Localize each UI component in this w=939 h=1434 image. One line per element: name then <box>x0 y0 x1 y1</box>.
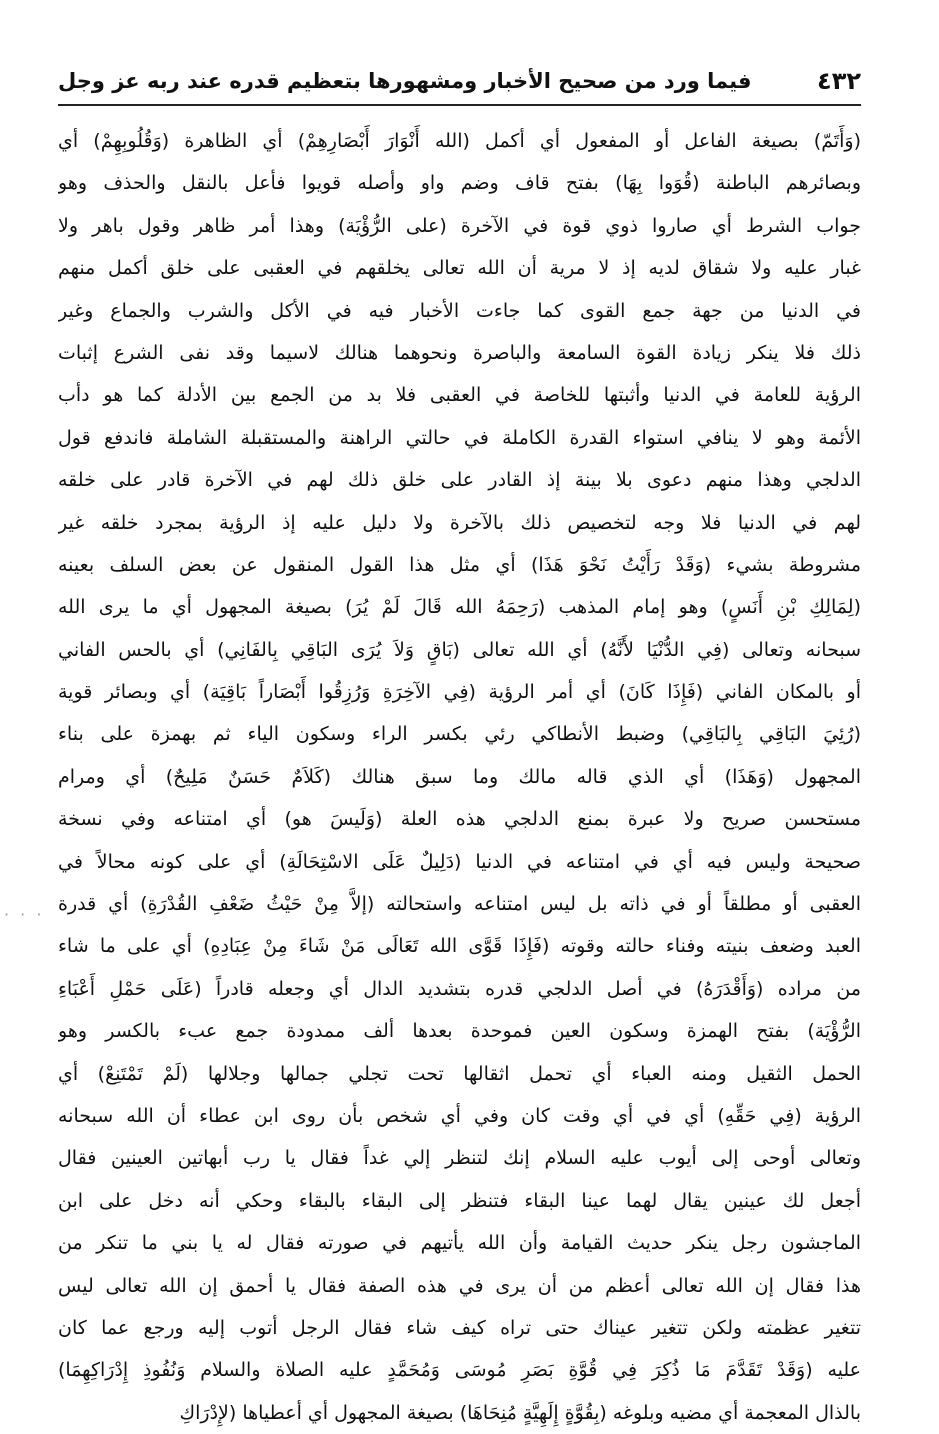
text-line: (رُئِيَ البَاقِي بِالبَاقِي) وضبط الأنطاكي رئي بكسر الراء وسكون الياء ثم بهمزة على بناء <box>58 723 861 746</box>
text-line: الدلجي وهذا منهم دعوى بلا بينة إذ القادر على خلق ذلك لهم في الآخرة قادر على خلقه <box>58 469 861 492</box>
page-number: ٤٣٢ <box>817 67 861 95</box>
text-line: عليه (وَقَدْ تَقَدَّمَ مَا ذُكِرَ فِي قُوَّةِ بَصَرِ مُوسَى وَمُحَمَّدٍ عليه الصلاة والسلام وَنُفُوذِ إِدْرَاكِهِمَا) <box>58 1359 861 1382</box>
header-divider <box>58 104 861 106</box>
text-line: تتغير عظمته ولكن تتغير عيناك حتى تراه كيف شاء فقال الرجل أتوب إليه ورجع عما كان <box>58 1316 861 1339</box>
text-line: العبد وضعف بنيته وفناء حالته وقوته (فَإِذَا قَوَّى الله تَعَالَى مَنْ شَاءَ مِنْ عِبَادِهِ) أي على ما شاء <box>58 935 861 958</box>
text-line: المجهول (وَهَذَا) أي الذي قاله مالك وما سبق هنالك (كَلاَمٌ حَسَنٌ مَلِيحٌ) أي ومرام <box>58 765 861 788</box>
text-line: الرُّؤْيَة) بفتح الهمزة وسكون العين فموحدة بعدها ألف ممدودة جمع عبء بالكسر وهو <box>58 1020 861 1043</box>
text-line: بالذال المعجمة أي مضيه وبلوغه (بِقُوَّةٍ إِلَهِيَّةٍ مُنِحَاهَا) بصيغة المجهول أي أعطياها (لإِدْرَاكِ <box>179 1401 861 1424</box>
text-line: الرؤية (فِي حَقِّهِ) أي في أي وقت كان وفي أي شخص بأن روى ابن عطاء أن الله سبحانه <box>58 1104 861 1127</box>
text-line: أو بالمكان الفاني (فَإِذَا كَانَ) أي أمر الرؤية (فِي الآخِرَةِ وَرُزِقُوا أَبْصَاراً بَاقِيَة) أي وبصائر قوية <box>58 681 861 704</box>
text-line: سبحانه وتعالى (فِي الدُّنْيَا لأَنَّهُ) أي الله تعالى (بَاقٍ وَلاَ يُرَى البَاقِي بِالفَانِي) أي بالحس الفاني <box>58 638 861 661</box>
margin-scan-dots: · · · <box>4 905 45 924</box>
text-line: (وَأَتَمّ) بصيغة الفاعل أو المفعول أي أكمل (الله أَنْوَارَ أَبْصَارِهِمْ) أي الظاهرة (وَقُلُوبِهِمْ) أي <box>58 130 861 152</box>
text-line: الرؤية للعامة في الدنيا وأثبتها للخاصة في العقبى فلا بد من الجمع بين الأدلة كما هو دأب <box>58 384 861 407</box>
text-line: غبار عليه ولا شقاق لديه إذ لا مرية أن الله تعالى يخلقهم في العقبى على خلق أكمل منهم <box>58 257 861 280</box>
page-header <box>58 60 861 110</box>
running-title: فيما ورد من صحيح الأخبار ومشهورها بتعظيم قدره عند ربه عز وجل <box>58 69 752 93</box>
text-line: من مراده (وَأَقْدَرَهُ) في أصل الدلجي قدره بتشديد الدال أي وجعله قادراً (عَلَى حَمْلِ أَعْبَاءِ <box>58 977 861 1000</box>
text-line: جواب الشرط أي صاروا ذوي قوة في الآخرة (على الرُّؤْيَة) وهذا أمر ظاهر وقول باهر ولا <box>58 214 861 237</box>
text-line: مستحسن صريح ولا عبرة بمنع الدلجي هذه العلة (وَلَيسَ هو) أي امتناعه وفي نسخة <box>58 808 861 831</box>
body-text <box>58 120 861 1434</box>
text-line: هذا فقال إن الله تعالى أعظم من أن يرى في هذه الصفة فقال يا أحمق إن الله تعالى ليس <box>58 1274 861 1297</box>
text-line: وبصائرهم الباطنة (قُوَوا بِهَا) بفتح قاف وضم واو وأصله قويوا فأعل بالنقل والحذف وهو <box>58 172 861 195</box>
text-line: ذلك فلا ينكر زيادة القوة السامعة والباصرة ونحوهما هنالك لاسيما وقد نفى الشرع إثبات <box>58 341 861 364</box>
text-line: (لِمَالِكِ بْنِ أَنَسٍ) وهو إمام المذهب (رَحِمَهُ الله قَالَ لَمْ يُرَ) بصيغة المجهول أي ما يرى الله <box>58 596 861 619</box>
text-line: وتعالى أوحى إلى أيوب عليه السلام إنك لتنظر إلي غداً فقال يا رب أبهاتين العينين فقال <box>58 1147 861 1170</box>
text-line: الماجشون رجل ينكر حديث القيامة وأن الله يأتيهم في صورته فقال له يا بني ما تنكر من <box>58 1232 861 1255</box>
text-line: العقبى أو مطلقاً أو في ذاته بل ليس امتناعه واستحالته (إلاَّ مِنْ حَيْثُ ضَعْفِ القُدْرَةِ) أي قدرة <box>58 893 861 916</box>
text-line: مشروطة بشيء (وَقَدْ رَأَيْتُ نَحْوَ هَذَا) أي مثل هذا القول المنقول عن بعض السلف بعينه <box>58 553 861 576</box>
text-line: لهم في الدنيا فلا وجه لتخصيص ذلك بالآخرة ولا دليل عليه إذ الرؤية بمجرد خلقه غير <box>58 511 861 534</box>
text-line: أجعل لك عينين يقال لهما عينا البقاء فتنظر إلى البقاء بالبقاء وحكي أنه دخل على ابن <box>58 1189 861 1212</box>
text-line: الأئمة وهو لا ينافي استواء القدرة الكاملة في حالتي الراهنة والمستقبلة الشاملة فاندفع قول <box>58 426 861 449</box>
text-line: صحيحة وليس فيه أي في امتناعه في الدنيا (دَلِيلٌ عَلَى الاسْتِحَالَةِ) أي على كونه محالاً في <box>58 850 861 873</box>
text-line: في الدنيا من جهة جمع القوى كما جاءت الأخبار فيه في الأكل والشرب والجماع وغير <box>58 299 861 322</box>
text-line: الحمل الثقيل ومنه العباء أي تحمل اثقالها تحت تجلي جمالها وجلالها (لَمْ تَمْتَنِعْ) أي <box>58 1062 861 1085</box>
